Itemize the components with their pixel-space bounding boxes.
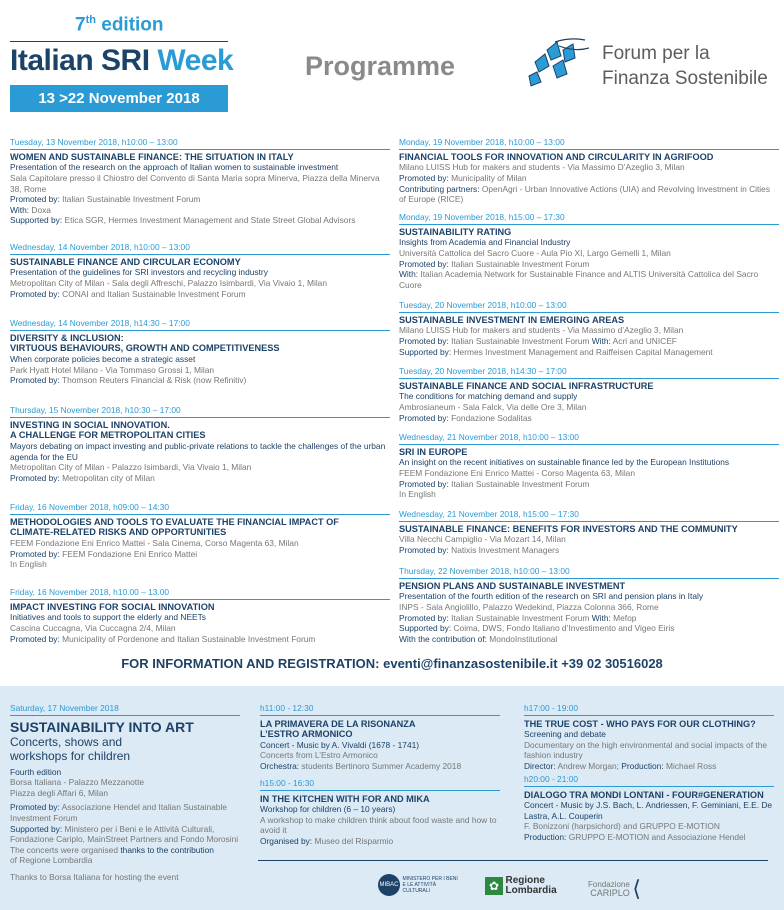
art-column — [10, 703, 240, 883]
event-location: INPS - Sala Angiolillo, Palazzo Wedekind, Piazza Colonna 366, Rome — [399, 601, 659, 612]
credit-value: In English — [399, 489, 436, 500]
art-event-detail: A workshop to make children think about food waste and how to avoid it — [260, 814, 497, 836]
event-credit — [399, 336, 779, 347]
event-date: Tuesday, 20 November 2018, h10:00 – 13:00 — [399, 300, 779, 313]
art-event-line: Concert - Music by A. Vivaldi (1678 - 1741) — [260, 739, 420, 750]
art-event-time: h20:00 - 21:00 — [524, 774, 774, 787]
event-location: Cascina Cuccagna, Via Cuccagna 2/4, Milan — [10, 622, 176, 633]
credit-value: Andrew Morgan; — [555, 760, 622, 771]
credit-label: Contributing partners: — [399, 183, 480, 194]
event-credit — [10, 194, 390, 205]
event-title: SUSTAINABILITY RATING — [399, 226, 512, 237]
event-title: SUSTAINABLE INVESTMENT IN EMERGING AREAS — [399, 314, 625, 325]
event-location: Metropolitan City of Milan - Palazzo Isimbardi, Via Vivaio 1, Milan — [10, 462, 252, 473]
art-event — [524, 774, 774, 843]
credit-value: GRUPPO E-MOTION and Associazione Hendel — [566, 831, 746, 842]
mibac-logo: MIBAC MINISTERO PER I BENI E LE ATTIVITÀ CULTURALI — [379, 876, 458, 894]
event-credit — [10, 215, 390, 226]
art-event-title: IN THE KITCHEN WITH FOR AND MIKA — [260, 793, 430, 804]
event-credit — [399, 489, 779, 500]
credit-label: Production: — [524, 831, 567, 842]
art-promoted: Promoted by: Associazione Hendel and Italian Sustainable Investment Forum — [10, 802, 227, 823]
credit-value: Museo del Risparmio — [312, 835, 394, 846]
event-credit — [399, 259, 779, 270]
credit-value: Natixis Investment Managers — [448, 544, 560, 555]
regione-rose-icon: ✿ — [485, 877, 503, 895]
art-event — [260, 778, 500, 847]
credit-label: Organised by: — [260, 835, 313, 846]
art-event-credit — [524, 832, 774, 843]
credit-value: Coima, DWS, Fondo Italiano d’Investimento and Vigeo Eiris — [451, 623, 675, 634]
credit-value: Thomson Reuters Financial & Risk (now Refinitiv) — [59, 375, 247, 386]
event-credit — [399, 347, 779, 358]
event-location: Milano LUISS Hub for makers and students - Via Massimo d’Azeglio 3, Milan — [399, 325, 684, 336]
event-block — [10, 405, 390, 484]
event-title: SRI IN EUROPE — [399, 446, 468, 457]
event-credit — [10, 375, 390, 386]
credit-value: Municipality of Pordenone and Italian Sustainable Investment Forum — [59, 633, 316, 644]
event-credit — [399, 623, 779, 634]
art-event-credit — [260, 836, 500, 847]
art-event-line: Concert - Music by J.S. Bach, L. Andriessen, F. Geminiani, E.E. De Lastra, A.L. Couperin — [524, 800, 773, 821]
credit-value: In English — [10, 559, 47, 570]
event-subtitle: Mayors debating on impact investing and public-private relations to tackle the challenges of the urban agenda for the EU — [10, 441, 386, 462]
credit-value: Hermes Investment Management and Raiffeisen Capital Management — [451, 346, 713, 357]
art-contribution: The concerts were organised thanks to the contribution of Regione Lombardia — [10, 844, 214, 866]
event-date: Monday, 19 November 2018, h10:00 – 13:00 — [399, 137, 779, 150]
date-banner: 13 >22 November 2018 — [10, 85, 228, 112]
event-date: Friday, 16 November 2018, h09:00 – 14:30 — [10, 502, 390, 515]
event-location: FEEM Fondazione Eni Enrico Mattei - Sala Cinema, Corso Magenta 63, Milan — [10, 538, 299, 549]
event-title: PENSION PLANS AND SUSTAINABLE INVESTMENT — [399, 580, 626, 591]
credit-value: students Bertinoro Summer Academy 2018 — [299, 760, 462, 771]
art-event-time: h15:00 - 16:30 — [260, 778, 500, 791]
event-date: Wednesday, 21 November 2018, h10:00 – 13:00 — [399, 432, 779, 445]
credit-label: Promoted by: — [10, 548, 60, 559]
event-title: FINANCIAL TOOLS FOR INNOVATION AND CIRCULARITY IN AGRIFOOD — [399, 151, 714, 162]
credit-label: Promoted by: — [10, 194, 60, 205]
event-credit — [399, 413, 779, 424]
art-event — [524, 703, 774, 772]
event-title: SUSTAINABLE FINANCE AND SOCIAL INFRASTRUCTURE — [399, 380, 654, 391]
event-credit — [10, 473, 390, 484]
event-block — [10, 137, 390, 226]
credit-label: With: — [591, 612, 611, 623]
event-credit — [10, 559, 390, 570]
credit-value: Doxa — [29, 204, 51, 215]
event-credit — [399, 479, 779, 490]
credit-label: Promoted by: — [399, 172, 449, 183]
credit-value: Italian Sustainable Investment Forum — [59, 194, 201, 205]
programme-heading: Programme — [305, 51, 456, 81]
credit-value: CONAI and Italian Sustainable Investment Forum — [59, 288, 246, 299]
credit-label: With: — [10, 204, 30, 215]
event-subtitle: Presentation of the guidelines for SRI investors and recycling industry — [10, 267, 268, 278]
event-subtitle: Presentation of the research on the approach of Italian women to sustainable investment — [10, 162, 339, 173]
event-title: SUSTAINABLE FINANCE AND CIRCULAR ECONOMY — [10, 256, 241, 267]
cariplo-logo: Fondazione CARIPLO ⟨ — [588, 876, 641, 901]
event-title: SUSTAINABLE FINANCE: BENEFITS FOR INVESTORS AND THE COMMUNITY — [399, 523, 738, 534]
event-credit — [399, 545, 779, 556]
credit-value: Italian Sustainable Investment Forum — [448, 258, 590, 269]
event-title: IMPACT INVESTING FOR SOCIAL INNOVATION — [10, 601, 215, 612]
art-date: Saturday, 17 November 2018 — [10, 703, 240, 716]
event-location: Metropolitan City of Milan - Sala degli Affreschi, Palazzo Isimbardi, Via Vivaio 1, Milan — [10, 277, 328, 288]
event-date: Tuesday, 13 November 2018, h10:00 – 13:00 — [10, 137, 390, 150]
credit-label: Promoted by: — [399, 412, 449, 423]
credit-value: Italian Sustainable Investment Forum — [448, 612, 592, 623]
art-supported: Supported by: Ministero per i Beni e le Attività Culturali, Fondazione Cariplo, MainStreet Partners and Fondo Morosini — [10, 823, 239, 845]
art-event-credit — [260, 761, 500, 772]
credit-label: Promoted by: — [10, 633, 60, 644]
event-date: Thursday, 15 November 2018, h10:30 – 17:00 — [10, 405, 390, 418]
art-event-detail: Documentary on the high environmental and social impacts of the fashion industry — [524, 739, 768, 761]
event-subtitle: Initiatives and tools to support the elderly and NEETs — [10, 612, 206, 623]
art-event-time: h11:00 - 12:30 — [260, 703, 500, 716]
event-block — [399, 432, 779, 500]
art-location: Borsa Italiana - Palazzo Mezzanotte Piazza degli Affari 6, Milan — [10, 777, 145, 798]
event-credit — [399, 613, 779, 624]
event-location: Ambrosianeum - Sala Falck, Via delle Ore 3, Milan — [399, 401, 587, 412]
cariplo-mark-icon: ⟨ — [632, 876, 641, 901]
art-event-time: h17:00 - 19:00 — [524, 703, 774, 716]
art-event-line: Screening and debate — [524, 729, 606, 740]
credit-label: Promoted by: — [399, 258, 449, 269]
header-rule — [10, 41, 228, 42]
edition-label: 7th edition — [75, 14, 164, 36]
credit-value: Michael Ross — [663, 760, 717, 771]
art-subtitle: Concerts, shows and workshops for children — [10, 734, 131, 763]
art-event — [260, 703, 500, 772]
art-event-detail: Concerts from L’Estro Armonico — [260, 750, 378, 761]
event-block — [399, 509, 779, 556]
event-credit — [10, 289, 390, 300]
credit-value: MondoInstitutional — [486, 633, 558, 644]
event-location: Milano LUISS Hub for makers and students - Via Massimo D’Azeglio 3, Milan — [399, 162, 685, 173]
event-block — [10, 502, 390, 570]
credit-value: Italian Sustainable Investment Forum — [448, 478, 590, 489]
event-block — [10, 587, 390, 644]
credit-value: Metropolitan city of Milan — [59, 472, 155, 483]
event-credit — [399, 634, 779, 645]
event-title: METHODOLOGIES AND TOOLS TO EVALUATE THE FINANCIAL IMPACT OF CLIMATE-RELATED RISKS AND OPPORTUNITIES — [10, 516, 339, 538]
event-date: Tuesday, 20 November 2018, h14:30 – 17:00 — [399, 366, 779, 379]
credit-value: Italian Academia Network for Sustainable Finance and ALTIS Università Cattolica del Sacro Cuore — [399, 269, 759, 290]
event-block — [399, 366, 779, 423]
event-date: Thursday, 22 November 2018, h10:00 – 13:00 — [399, 566, 779, 579]
event-location: Park Hyatt Hotel Milano - Via Tommaso Grossi 1, Milan — [10, 364, 215, 375]
event-subtitle: Presentation of the fourth edition of the research on SRI and pension plans in Italy — [399, 591, 704, 602]
credit-value: Municipality of Milan — [448, 172, 527, 183]
event-credit — [399, 269, 779, 290]
credit-label: With the contribution of: — [399, 633, 487, 644]
credit-label: Director: — [524, 760, 556, 771]
forum-logo-icon — [525, 32, 595, 88]
event-subtitle: Insights from Academia and Financial Industry — [399, 237, 571, 248]
event-credit — [399, 173, 779, 184]
credit-label: Promoted by: — [399, 478, 449, 489]
event-date: Wednesday, 14 November 2018, h10:00 – 13:00 — [10, 242, 390, 255]
credit-label: Promoted by: — [399, 335, 449, 346]
event-block — [399, 212, 779, 290]
credit-label: Promoted by: — [399, 544, 449, 555]
event-title: WOMEN AND SUSTAINABLE FINANCE: THE SITUATION IN ITALY — [10, 151, 294, 162]
art-title: SUSTAINABILITY INTO ART — [10, 718, 194, 735]
credit-value: Mefop — [610, 612, 637, 623]
credit-value: Acri and UNICEF — [610, 335, 677, 346]
event-date: Friday, 16 November 2018, h10.00 – 13.00 — [10, 587, 390, 600]
art-event-title: THE TRUE COST - WHO PAYS FOR OUR CLOTHING? — [524, 718, 756, 729]
event-credit — [10, 205, 390, 216]
event-block — [10, 242, 390, 299]
art-event-line: Workshop for children (6 – 10 years) — [260, 804, 396, 815]
credit-label: Orchestra: — [260, 760, 300, 771]
event-block — [10, 318, 390, 386]
credit-label: Promoted by: — [10, 375, 60, 386]
credit-value: Fondazione Sodalitas — [448, 412, 532, 423]
event-location: Sala Capitolare presso il Chiostro del Convento di Santa Maria sopra Minerva, Piazza della Minerva 38, Rome — [10, 172, 380, 194]
credit-label: Supported by: — [399, 346, 452, 357]
credit-label: Promoted by: — [10, 288, 60, 299]
art-edition: Fourth edition — [10, 766, 62, 777]
event-location: Università Cattolica del Sacro Cuore - Aula Pio XI, Largo Gemelli 1, Milan — [399, 247, 671, 258]
event-date: Wednesday, 14 November 2018, h14:30 – 17:00 — [10, 318, 390, 331]
event-block — [399, 137, 779, 205]
event-title: DIVERSITY & INCLUSION: VIRTUOUS BEHAVIOURS, GROWTH AND COMPETITIVENESS — [10, 332, 280, 354]
logo-separator — [258, 860, 768, 861]
event-credit — [10, 549, 390, 560]
event-block — [399, 300, 779, 357]
event-credit — [399, 184, 779, 205]
event-location: Villa Necchi Campiglio - Via Mozart 14, Milan — [399, 534, 566, 545]
art-event-detail: F. Bonizzoni (harpsichord) and GRUPPO E-MOTION — [524, 821, 720, 832]
credit-value: OpenAgri - Urban Innovative Actions (UIA) and Revolving Investment in Cities of Europe (RICE) — [399, 183, 771, 205]
registration-info: FOR INFORMATION AND REGISTRATION: eventi@finanzasostenibile.it +39 02 30516028 — [121, 656, 663, 671]
art-thanks: Thanks to Borsa Italiana for hosting the event — [10, 871, 179, 882]
credit-value: FEEM Fondazione Eni Enrico Mattei — [59, 548, 198, 559]
event-credit — [10, 634, 390, 645]
event-subtitle: An insight on the recent initiatives on sustainable finance led by the European Institutions — [399, 457, 730, 468]
art-event-title: DIALOGO TRA MONDI LONTANI - FOUR#GENERATION — [524, 789, 764, 800]
credit-label: Supported by: — [10, 215, 63, 226]
credit-label: Supported by: — [399, 623, 452, 634]
event-subtitle: When corporate policies become a strategic asset — [10, 354, 196, 365]
event-title: Italian SRI Week — [10, 44, 234, 77]
event-date: Monday, 19 November 2018, h15:00 – 17:30 — [399, 212, 779, 225]
credit-label: With: — [591, 335, 611, 346]
event-date: Wednesday, 21 November 2018, h15:00 – 17:30 — [399, 509, 779, 522]
credit-value: Italian Sustainable Investment Forum — [448, 335, 592, 346]
event-location: FEEM Fondazione Eni Enrico Mattei - Corso Magenta 63, Milan — [399, 467, 636, 478]
credit-label: Promoted by: — [10, 472, 60, 483]
forum-name: Forum per la Finanza Sostenibile — [602, 43, 768, 89]
credit-value: Etica SGR, Hermes Investment Management and State Street Global Advisors — [62, 215, 356, 226]
event-subtitle: The conditions for matching demand and supply — [399, 391, 578, 402]
art-event-credit — [524, 761, 774, 772]
art-event-title: LA PRIMAVERA DE LA RISONANZA L’ESTRO ARMONICO — [260, 718, 416, 740]
credit-label: Promoted by: — [399, 612, 449, 623]
event-title: INVESTING IN SOCIAL INNOVATION. A CHALLENGE FOR METROPOLITAN CITIES — [10, 419, 206, 441]
mibac-badge-icon: MIBAC — [378, 874, 400, 896]
event-block — [399, 566, 779, 644]
regione-logo: ✿ Regione Lombardia — [485, 876, 557, 896]
credit-label: Production: — [621, 760, 664, 771]
credit-label: With: — [399, 269, 419, 280]
